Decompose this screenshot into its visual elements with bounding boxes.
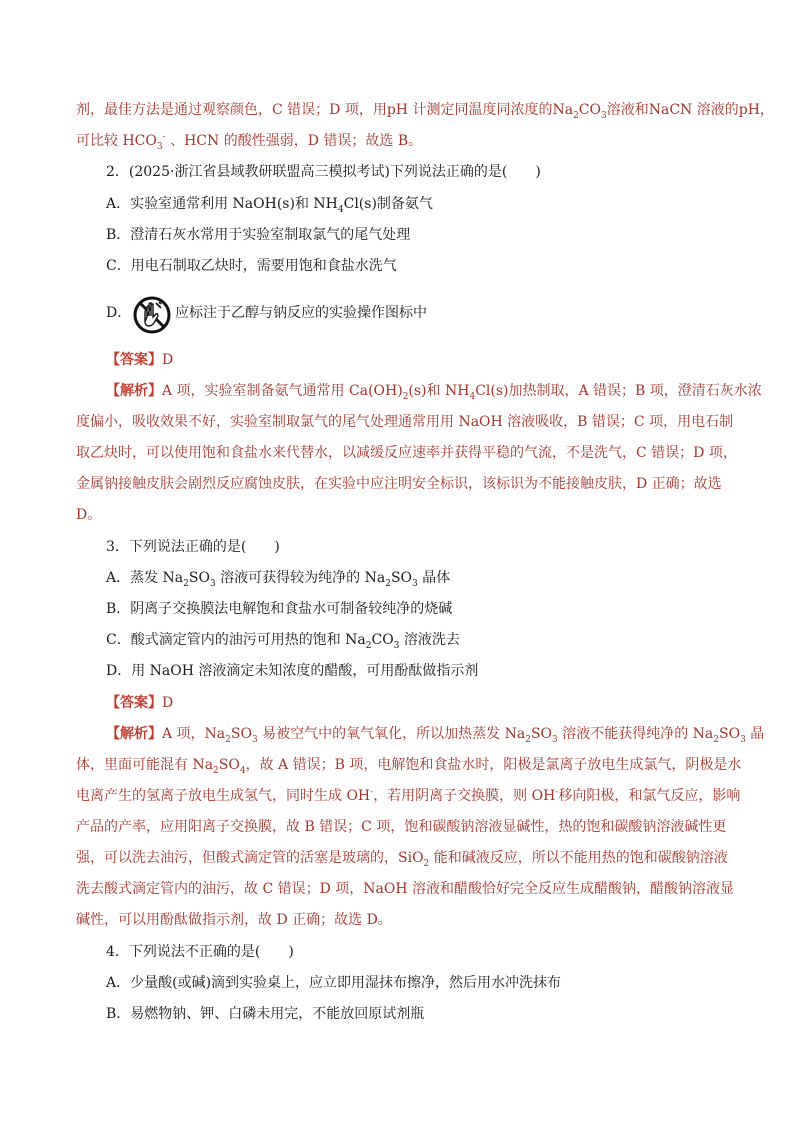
q3-answer (106, 693, 734, 713)
answer-value: D (162, 352, 174, 368)
q1-analysis-line-2: 可比较 $HCO_3^-$ 、HCN 的酸性强弱，D 错误；故选 B。 (76, 132, 423, 152)
q1-analysis-line-1: 剂，最佳方法是通过观察颜色，C 错误；D 项，用pH 计测定同温度同浓度的$Na_2CO_3$溶液和NaCN 溶液的pH， (76, 102, 774, 121)
q3-stem: 3．下列说法正确的是( ) (106, 539, 280, 555)
q2-option-d-text: 应标注于乙醇与钠反应的实验操作图标中 (175, 305, 427, 321)
q2-analysis-line-2: 度偏小，吸收效果不好，实验室制取氯气的尾气处理通常用用 NaOH 溶液吸收，B 错误；C 项，用电石制 (76, 414, 734, 430)
q2-analysis-line-5: D。 (76, 507, 102, 523)
q2-option-b: B．澄清石灰水常用于实验室制取氯气的尾气处理 (106, 227, 411, 243)
q3-analysis-line-7: 碱性，可以用酚酞做指示剂，故 D 正确；故选 D。 (76, 912, 392, 928)
answer-tag: 【答案】 (106, 695, 162, 711)
q4-stem: 4．下列说法不正确的是( ) (106, 944, 294, 960)
q2-analysis-line-3: 取乙炔时，可以使用饱和食盐水来代替水，以减缓反应速率并获得平稳的气流，不是洗气，C 错误；D 项， (76, 445, 737, 461)
q3-analysis-line-2: 体，里面可能混有 $Na_2SO_4$，故 A 错误；B 项，电解饱和食盐水时，阳极是氯离子放电生成氯气，阴极是水 (76, 757, 742, 776)
answer-tag: 【答案】 (106, 352, 162, 368)
q2-option-d-label: D． (106, 305, 132, 321)
q2-option-c: C．用电石制取乙炔时，需要用饱和食盐水洗气 (106, 258, 397, 274)
q3-analysis-line-4: 产品的产率，应用阳离子交换膜，故 B 错误；C 项，饱和碳酸钠溶液显碱性，热的饱和碳酸钠溶液碱性更 (76, 819, 727, 835)
answer-value: D (162, 695, 174, 711)
q2-analysis-line-1: 【解析】A 项，实验室制备氨气通常用 $Ca(OH)_2(s)$和 $NH_4Cl(s)$加热制取，A 错误；B 项，澄清石灰水浓 (106, 383, 762, 402)
q3-analysis-line-3: 电离产生的氢离子放电生成氢气，同时生成 OH-，若用阴离子交换膜，则 OH-移向阳极，和氯气反应，影响 (76, 787, 741, 804)
q4-option-b: B．易燃物钠、钾、白磷未用完，不能放回原试剂瓶 (106, 1006, 425, 1022)
q2-analysis-line-4: 金属钠接触皮肤会剧烈反应腐蚀皮肤，在实验中应注明安全标识，该标识为不能接触皮肤，D 正确；故选 (76, 476, 722, 492)
q3-analysis-line-5: 强，可以洗去油污，但酸式滴定管的活塞是玻璃的，SiO$_2$ 能和碱液反应，所以不能用热的饱和碳酸钠溶液 (76, 850, 728, 869)
q2-answer (106, 350, 734, 370)
no-skin-contact-icon (132, 295, 172, 335)
q3-analysis-line-1: 【解析】A 项，$Na_2SO_3$ 易被空气中的氧气氧化，所以加热蒸发 $Na_2SO_3$ 溶液不能获得纯净的 $Na_2SO_3$ 晶 (106, 726, 765, 745)
q3-analysis-line-6: 洗去酸式滴定管内的油污，故 C 错误；D 项，NaOH 溶液和醋酸恰好完全反应生成醋酸钠，醋酸钠溶液显 (76, 881, 735, 897)
q3-option-a: A．蒸发 $Na_2SO_3$ 溶液可获得较为纯净的 $Na_2SO_3$ 晶体 (106, 570, 451, 589)
q2-option-a: A．实验室通常利用 NaOH(s)和 $NH_4Cl(s)$制备氨气 (106, 196, 433, 215)
q3-option-d: D．用 NaOH 溶液滴定未知浓度的醋酸，可用酚酞做指示剂 (106, 663, 479, 679)
q3-option-b: B．阴离子交换膜法电解饱和食盐水可制备较纯净的烧碱 (106, 601, 453, 617)
q3-option-c: C．酸式滴定管内的油污可用热的饱和 $Na_2CO_3$ 溶液洗去 (106, 632, 460, 651)
q4-option-a: A．少量酸(或碱)滴到实验桌上，应立即用湿抹布擦净，然后用水冲洗抹布 (106, 975, 562, 991)
q2-stem: 2．(2025·浙江省县域教研联盟高三模拟考试)下列说法正确的是( ) (106, 164, 541, 180)
